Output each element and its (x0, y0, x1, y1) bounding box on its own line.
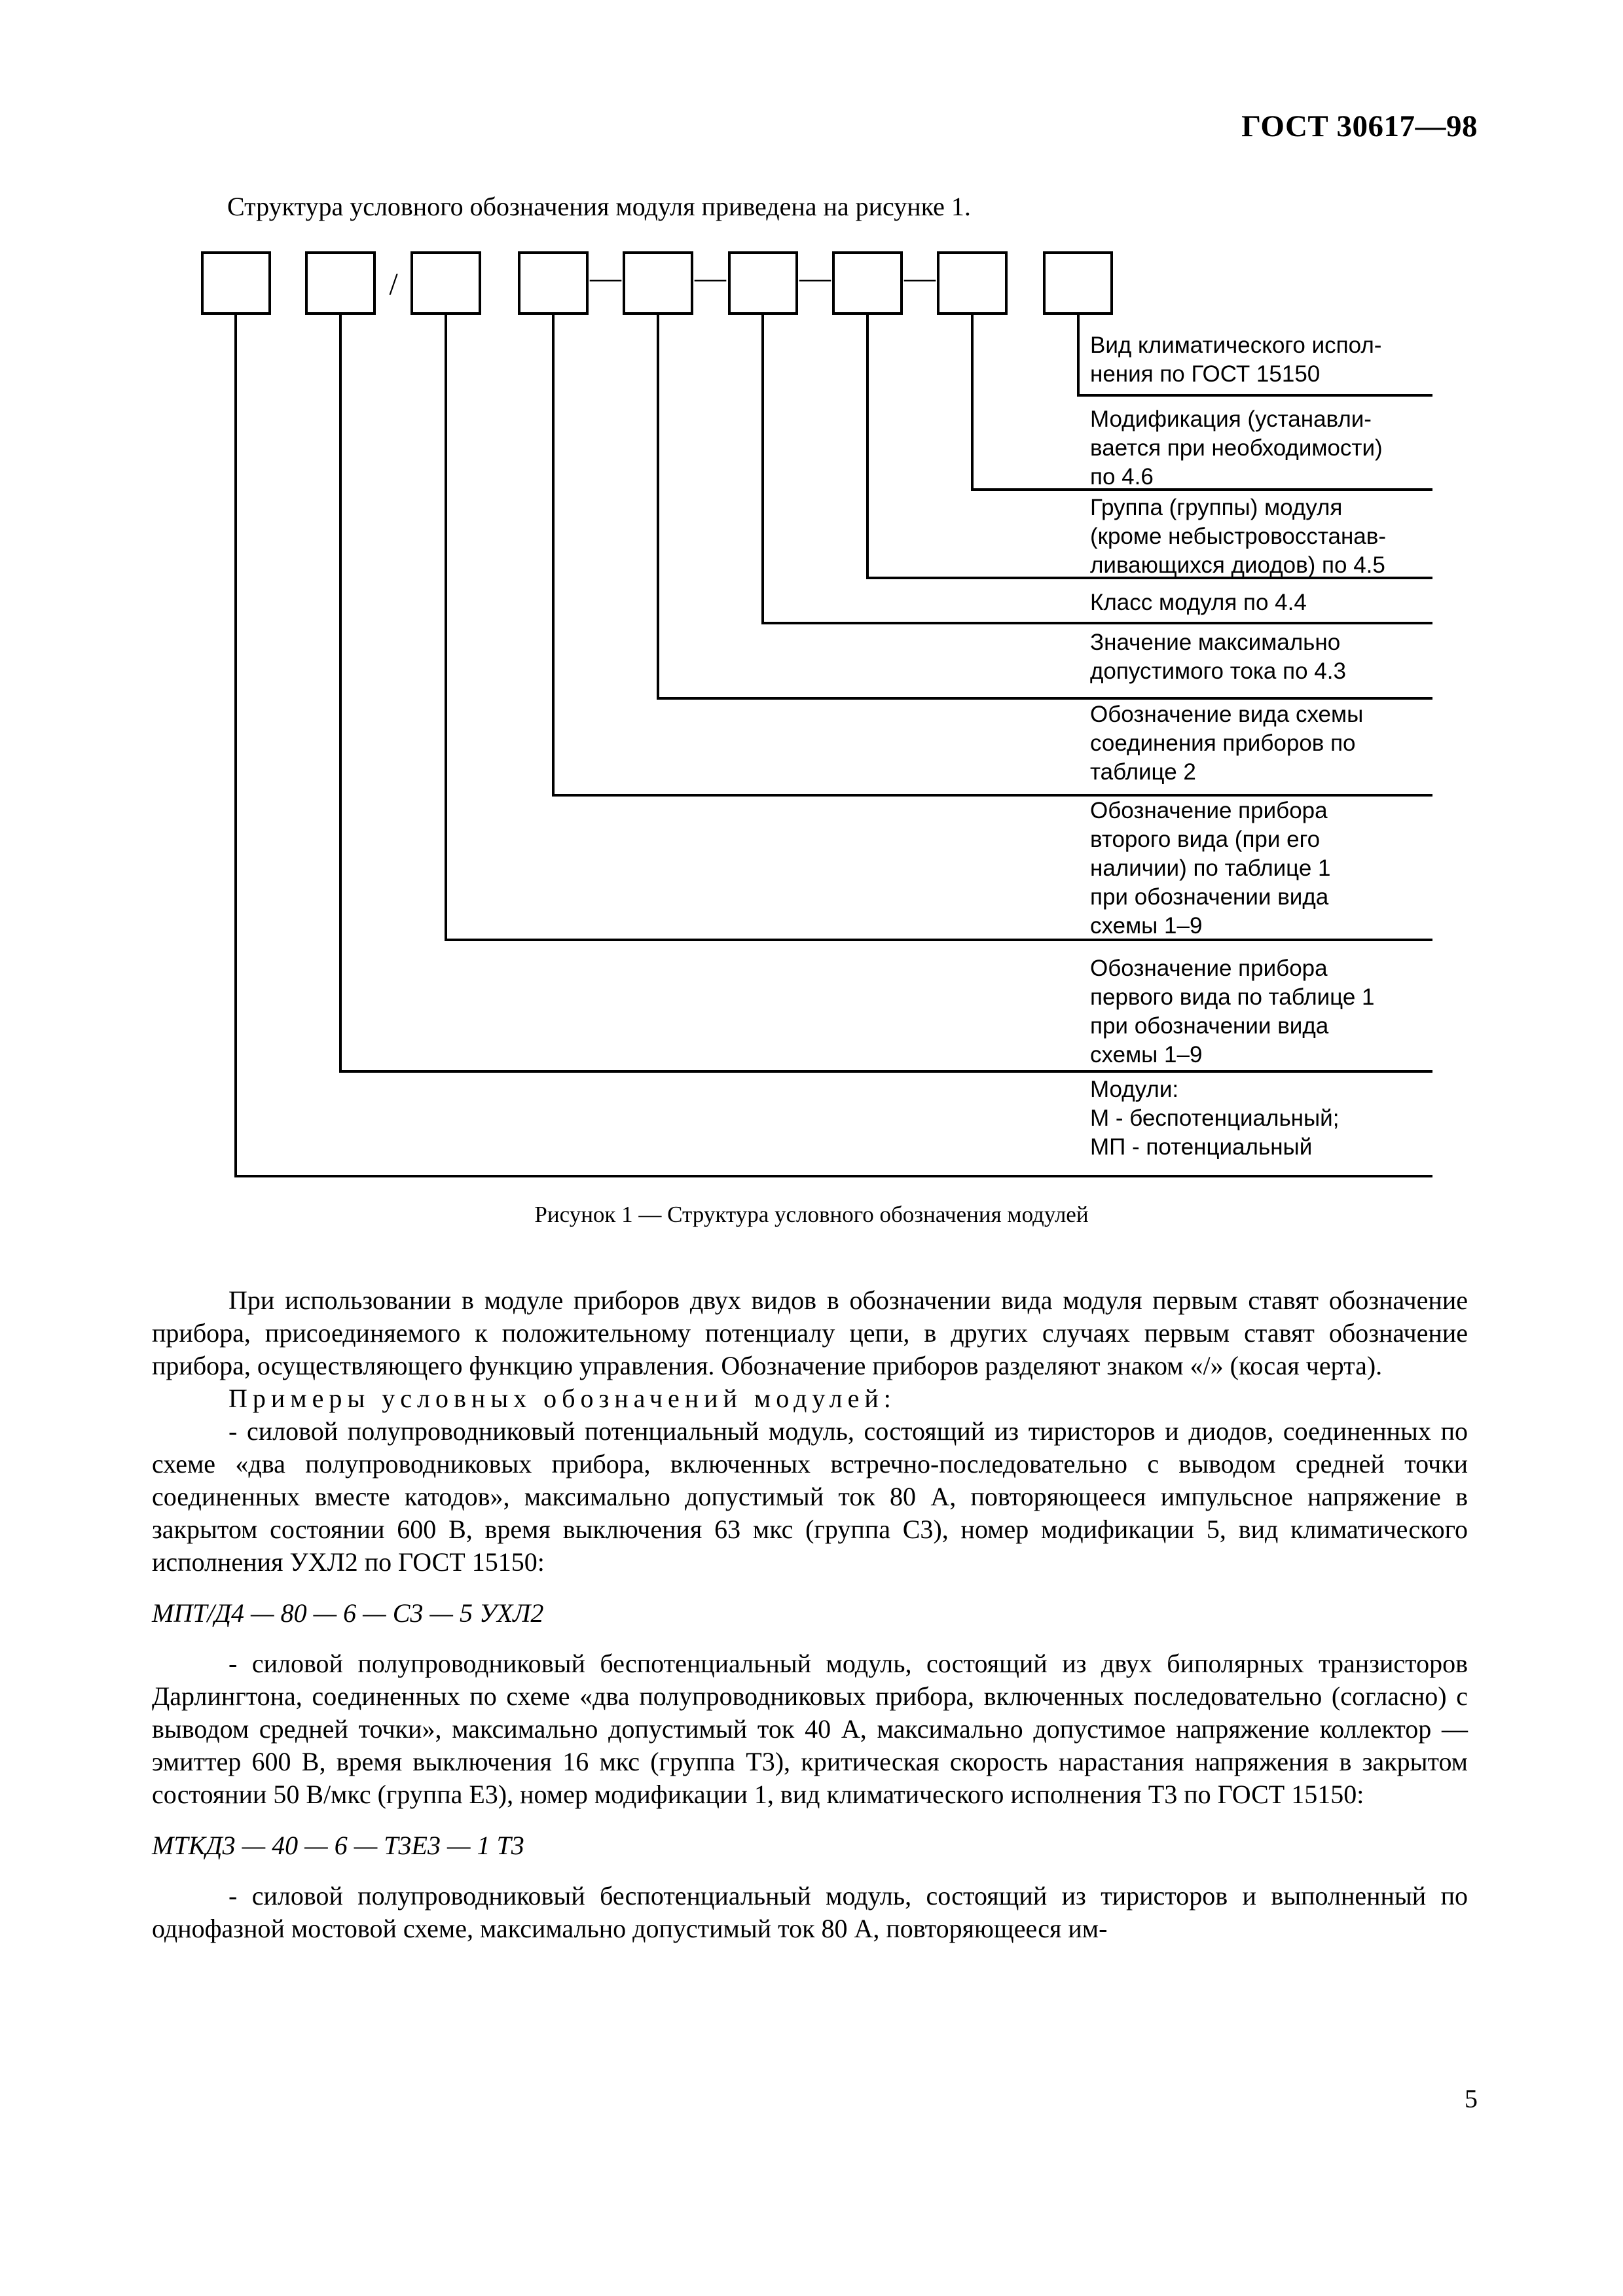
label-modification: Модификация (устанавли- вается при необходимости) по 4.6 (1090, 406, 1383, 490)
figure-intro-text: Структура условного обозначения модуля приведена на рисунке 1. (227, 192, 971, 221)
body-text (152, 1284, 1468, 1945)
label-second-device: Обозначение прибора второго вида (при его наличии) по таблице 1 при обозначении вида схемы 1–9 (1090, 798, 1331, 939)
position-box-8 (938, 253, 1006, 314)
example-3-text: - силовой полупроводниковый беспотенциальный модуль, состоящий из тиристоров и выполненный по однофазной мостовой схеме, максимально допустимый ток 80 А, повторяющееся им- (152, 1881, 1468, 1943)
page-number: 5 (1465, 2084, 1478, 2113)
position-box-7 (833, 253, 902, 314)
label-climate: Вид климатического испол- нения по ГОСТ 15150 (1090, 332, 1382, 387)
example-1-formula: МПТ/Д4 — 80 — 6 — С3 — 5 УХЛ2 (152, 1598, 544, 1628)
label-modules: Модули: М - беспотенциальный; МП - потенциальный (1090, 1077, 1340, 1160)
position-box-6 (729, 253, 797, 314)
label-class: Класс модуля по 4.4 (1090, 590, 1307, 615)
example-1-text: - силовой полупроводниковый потенциальный модуль, состоящий из тиристоров и диодов, соединенных по схеме «два полупроводниковых прибора, включенных встречно-последовательно с выводом средней точки соединенных вместе катодов», максимально допустимый ток 80 А, повторяющееся импульсное напряжение в закрытом состоянии 600 В, время выключения 63 мкс (группа С3), номер модификации 5, вид климатического исполнения УХЛ2 по ГОСТ 15150: (152, 1416, 1468, 1577)
label-group: Группа (группы) модуля (кроме небыстровосстанав- ливающихся диодов) по 4.5 (1090, 495, 1387, 578)
paragraph-separator-rule: При использовании в модуле приборов двух видов в обозначении вида модуля первым ставят обозначение прибора, присоединяемого к положительному потенциалу цепи, в других случаях первым ставят обозначение прибора, осуществляющего функцию управления. Обозначение приборов разделяют знаком «/» (косая черта). (152, 1285, 1468, 1380)
label-first-device: Обозначение прибора первого вида по таблице 1 при обозначении вида схемы 1–9 (1090, 956, 1375, 1067)
label-scheme: Обозначение вида схемы соединения приборов по таблице 2 (1090, 702, 1364, 785)
separator-dash-3: — (799, 260, 831, 295)
label-current: Значение максимально допустимого тока по 4.3 (1090, 630, 1346, 684)
example-2-formula: МТКД3 — 40 — 6 — Т3Е3 — 1 Т3 (152, 1831, 524, 1860)
examples-heading: Примеры условных обозначений модулей: (228, 1384, 896, 1413)
example-2-text: - силовой полупроводниковый беспотенциальный модуль, состоящий из двух биполярных транзисторов Дарлингтона, соединенных по схеме «два полупроводниковых прибора, включенных последовательно (согласно) с выводом средней точки», максимально допустимый ток 40 А, максимально допустимое напряжение коллектор — эмиттер 600 В, время выключения 16 мкс (группа Т3), критическая скорость нарастания напряжения в закрытом состоянии 50 В/мкс (группа Е3), номер модификации 1, вид климатического исполнения Т3 по ГОСТ 15150: (152, 1649, 1468, 1809)
separator-dash-1: — (590, 260, 621, 295)
position-box-9 (1044, 253, 1112, 314)
position-box-3 (412, 253, 480, 314)
position-box-5 (624, 253, 692, 314)
separator-dash-2: — (695, 260, 726, 295)
document-code: ГОСТ 30617—98 (1241, 109, 1478, 143)
separator-slash: / (389, 267, 398, 302)
position-box-4 (519, 253, 587, 314)
separator-dash-4: — (904, 260, 936, 295)
position-box-1 (202, 253, 270, 314)
position-box-2 (306, 253, 374, 314)
figure-caption: Рисунок 1 — Структура условного обозначения модулей (534, 1202, 1089, 1227)
